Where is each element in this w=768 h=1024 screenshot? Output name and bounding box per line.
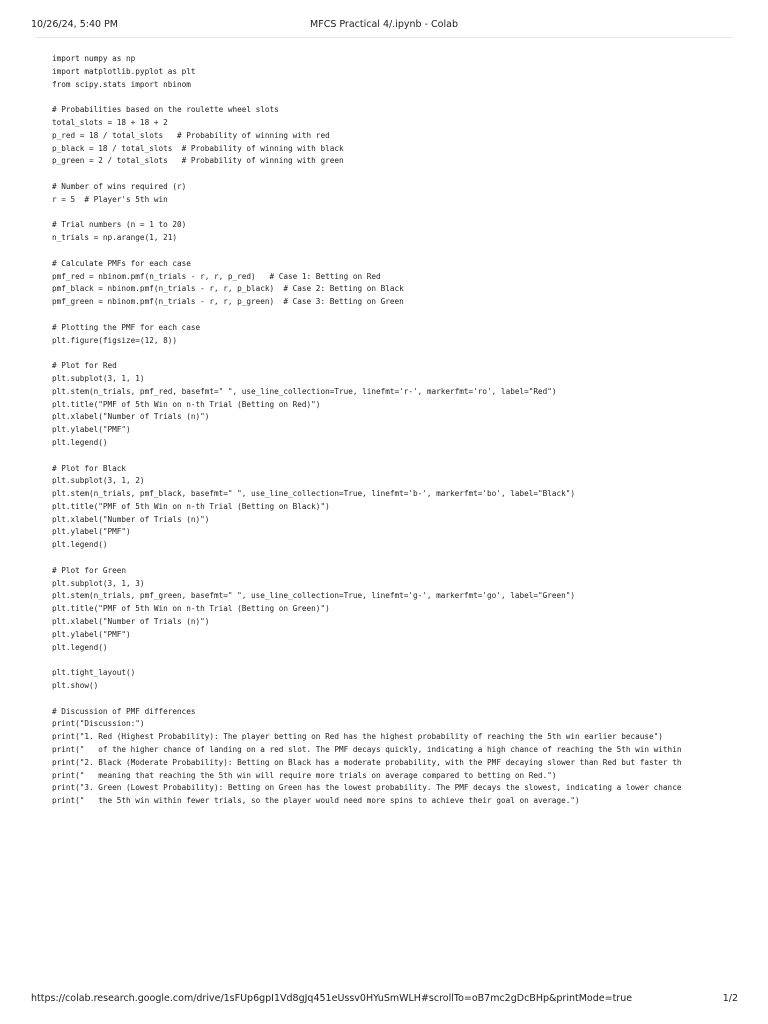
code-line — [52, 245, 742, 258]
code-line: r = 5 # Player's 5th win — [52, 194, 168, 204]
code-line: plt.title("PMF of 5th Win on n-th Trial (Betting on Red)") — [52, 399, 321, 409]
page-number: 1/2 — [722, 993, 738, 1004]
code-line: plt.ylabel("PMF") — [52, 527, 131, 537]
code-line — [52, 168, 742, 181]
code-line — [52, 693, 742, 706]
code-line: plt.stem(n_trials, pmf_black, basefmt=" ", use_line_collection=True, linefmt='b-', markerfmt='bo', label="Black") — [52, 489, 575, 499]
code-line: p_red = 18 / total_slots # Probability of winning with red — [52, 130, 330, 140]
code-line: plt.title("PMF of 5th Win on n-th Trial (Betting on Black)") — [52, 501, 330, 511]
code-line: # Discussion of PMF differences — [52, 706, 196, 716]
print-datetime: 10/26/24, 5:40 PM — [31, 19, 118, 30]
code-line: from scipy.stats import nbinom — [52, 79, 191, 89]
code-line: # Plot for Green — [52, 565, 127, 575]
code-line — [52, 450, 742, 463]
print-footer — [0, 990, 768, 1014]
code-line: plt.stem(n_trials, pmf_green, basefmt=" ", use_line_collection=True, linefmt='g-', markerfmt='go', label="Green") — [52, 591, 575, 601]
code-line: plt.xlabel("Number of Trials (n)") — [52, 412, 210, 422]
code-line: plt.stem(n_trials, pmf_red, basefmt=" ", use_line_collection=True, linefmt='r-', markerfmt='ro', label="Red") — [52, 386, 557, 396]
code-line: plt.ylabel("PMF") — [52, 629, 131, 639]
code-line — [52, 552, 742, 565]
code-line: # Trial numbers (n = 1 to 20) — [52, 220, 187, 230]
code-line: print("3. Green (Lowest Probability): Betting on Green has the lowest probability. The PMF decays the slowest, indicating a lower chance — [52, 783, 682, 793]
code-line: print("1. Red (Highest Probability): The player betting on Red has the highest probability of reaching the 5th win earlier because") — [52, 732, 663, 742]
code-line: plt.ylabel("PMF") — [52, 425, 131, 435]
code-line: pmf_green = nbinom.pmf(n_trials - r, r, p_green) # Case 3: Betting on Green — [52, 297, 404, 307]
code-line — [52, 91, 742, 104]
code-line: plt.legend() — [52, 437, 108, 447]
code-line: print(" meaning that reaching the 5th win will require more trials on average compared to betting on Red.") — [52, 770, 557, 780]
code-line: plt.legend() — [52, 642, 108, 652]
code-line: # Number of wins required (r) — [52, 181, 187, 191]
code-line: import numpy as np — [52, 54, 136, 63]
code-line: # Plot for Black — [52, 463, 127, 473]
code-cell — [52, 53, 742, 806]
code-line: plt.subplot(3, 1, 2) — [52, 476, 145, 486]
print-header — [0, 0, 768, 50]
code-line: # Calculate PMFs for each case — [52, 258, 191, 268]
code-line — [52, 654, 742, 667]
code-line: plt.legend() — [52, 540, 108, 550]
code-line: import matplotlib.pyplot as plt — [52, 66, 196, 76]
code-line: plt.show() — [52, 681, 99, 691]
code-line: # Probabilities based on the roulette wheel slots — [52, 105, 279, 115]
code-line: plt.subplot(3, 1, 3) — [52, 578, 145, 588]
code-line: n_trials = np.arange(1, 21) — [52, 233, 177, 243]
code-line: p_black = 18 / total_slots # Probability of winning with black — [52, 143, 344, 153]
code-line: print("2. Black (Moderate Probability): Betting on Black has a moderate probability, with the PMF decaying slower than Red but faster th — [52, 757, 682, 767]
code-line: pmf_red = nbinom.pmf(n_trials - r, r, p_red) # Case 1: Betting on Red — [52, 271, 381, 281]
code-line — [52, 347, 742, 360]
code-line: total_slots = 18 + 18 + 2 — [52, 117, 168, 127]
code-line: print("Discussion:") — [52, 719, 145, 729]
document-title: MFCS Practical 4/.ipynb - Colab — [310, 19, 458, 30]
header-divider — [36, 37, 733, 38]
code-line: print(" of the higher chance of landing on a red slot. The PMF decays quickly, indicating a high chance of reaching the 5th win within — [52, 745, 682, 755]
code-line: plt.tight_layout() — [52, 668, 136, 678]
page-url: https://colab.research.google.com/drive/1sFUp6gpI1Vd8gJq451eUssv0HYuSmWLH#scrollTo=oB7mc2gDcBHp&printMode=true — [31, 993, 633, 1004]
code-line: p_green = 2 / total_slots # Probability of winning with green — [52, 156, 344, 166]
code-line: # Plot for Red — [52, 361, 117, 371]
code-line: plt.title("PMF of 5th Win on n-th Trial (Betting on Green)") — [52, 604, 330, 614]
code-line — [52, 309, 742, 322]
code-line: pmf_black = nbinom.pmf(n_trials - r, r, p_black) # Case 2: Betting on Black — [52, 284, 404, 294]
code-line: plt.xlabel("Number of Trials (n)") — [52, 617, 210, 627]
code-line: plt.subplot(3, 1, 1) — [52, 373, 145, 383]
code-line: plt.xlabel("Number of Trials (n)") — [52, 514, 210, 524]
code-line: plt.figure(figsize=(12, 8)) — [52, 335, 177, 345]
code-line: # Plotting the PMF for each case — [52, 322, 201, 332]
code-line: print(" the 5th win within fewer trials, so the player would need more spins to achieve their goal on average.") — [52, 796, 580, 806]
code-line — [52, 207, 742, 220]
